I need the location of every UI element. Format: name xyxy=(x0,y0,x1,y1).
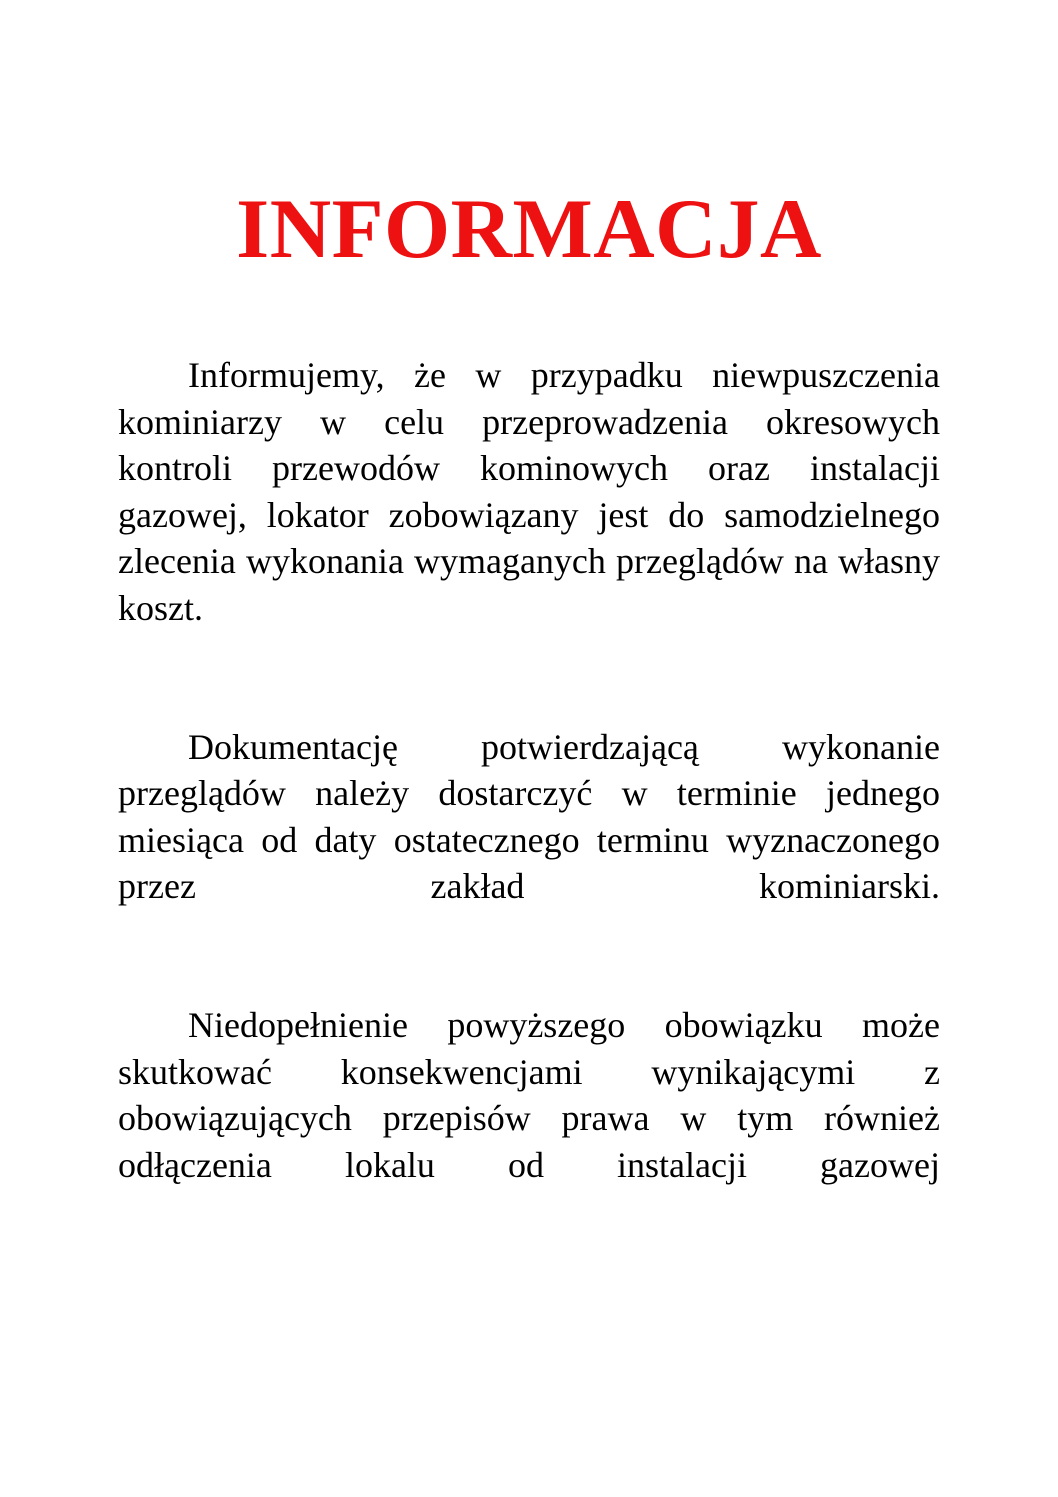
paragraph-2: Dokumentację potwierdzającą wykonanie przeglądów należy dostarczyć w terminie jednego miesiąca od daty ostatecznego terminu wyznaczonego przez zakład kominiarski. xyxy=(118,726,940,906)
document-body xyxy=(118,352,940,1235)
paragraph-3: Niedopełnienie powyższego obowiązku może skutkować konsekwencjami wynikającymi z obowiązujących przepisów prawa w tym również odłączenia lokalu od instalacji gazowej xyxy=(118,1005,940,1185)
page-title: INFORMACJA xyxy=(236,181,822,276)
paragraph-1: Informujemy, że w przypadku niewpuszczenia kominiarzy w celu przeprowadzenia okresowych kontroli przewodów kominowych oraz instalacji gazowej, lokator zobowiązany jest do samodzielnego zlecenia wykonania wymaganych przeglądów na własny koszt. xyxy=(118,355,940,628)
